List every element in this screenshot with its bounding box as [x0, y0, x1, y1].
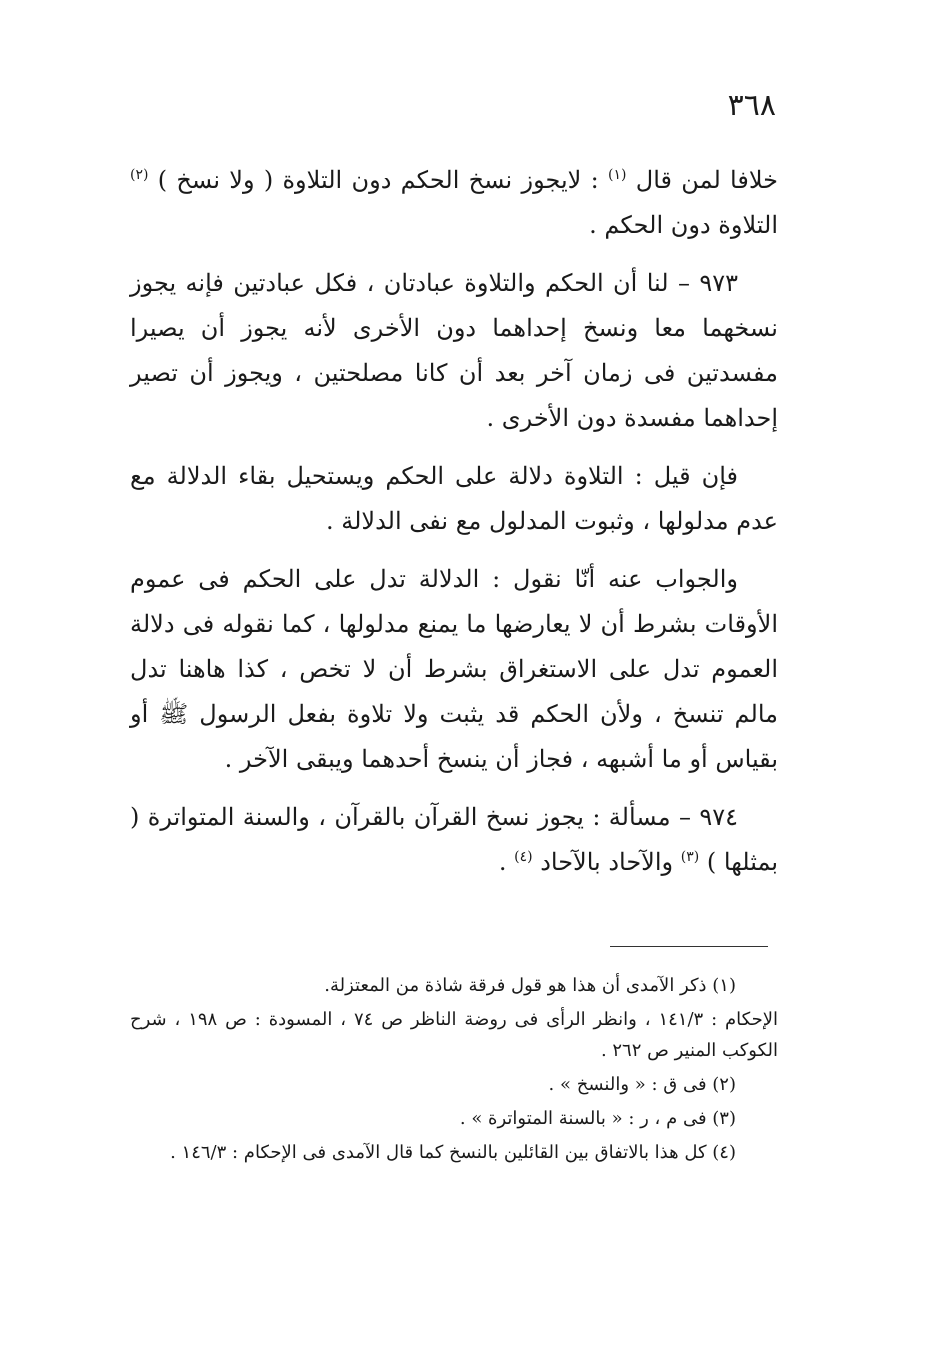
footnote-1-continued: الإحكام : ١٤١/٣ ، وانظر الرأى فى روضة الناظر ص ٧٤ ، المسودة : ص ١٩٨ ، شرح الكوكب المنير ص ٢٦٢ . — [130, 1009, 778, 1061]
footnote-divider — [610, 946, 768, 947]
paragraph-5-text-a: ٩٧٤ – مسألة : يجوز نسخ القرآن بالقرآن ، والسنة المتواترة ( بمثلها ) — [130, 803, 778, 876]
paragraph-1 — [130, 158, 778, 248]
paragraph-2: ٩٧٣ – لنا أن الحكم والتلاوة عبادتان ، فكل عبادتين فإنه يجوز نسخهما معا ونسخ إحداهما دون الأخرى لأنه يجوز أن يصيرا مفسدتين فى زمان آخر بعد أن كانا مصلحتين ، ويجوز أن تصير إحداهما مفسدة دون الأخرى . — [130, 269, 778, 432]
footnote-ref-1: (١) — [608, 167, 627, 183]
paragraph-5-text-b: والآحاد بالآحاد — [540, 848, 674, 876]
footnote-1: (١) ذكر الآمدى أن هذا هو قول فرقة شاذة من المعتزلة. — [324, 975, 736, 996]
footnote-3: (٣) فى م ، ر : « بالسنة المتواترة » . — [459, 1108, 736, 1129]
footnote-2: (٢) فى ق : « والنسخ » . — [548, 1074, 736, 1095]
footnote-ref-3: (٣) — [680, 849, 700, 865]
paragraph-1-text-c: التلاوة دون الحكم . — [589, 211, 778, 239]
paragraph-5-text-c: . — [498, 848, 507, 876]
footnote-ref-2: (٢) — [130, 167, 149, 183]
paragraph-3: فإن قيل : التلاوة دلالة على الحكم ويستحيل بقاء الدلالة مع عدم مدلولها ، وثبوت المدلول مع نفى الدلالة . — [130, 462, 778, 535]
footnote-ref-4: (٤) — [514, 849, 533, 865]
paragraph-4: والجواب عنه أنّا نقول : الدلالة تدل على الحكم فى عموم الأوقات بشرط أن لا يعارضها ما يمنع مدلولها ، كما نقوله فى دلالة العموم تدل على الاستغراق بشرط أن لا تخص ، كذا هاهنا تدل مالم تنسخ ، ولأن الحكم قد يثبت ولا تلاوة بفعل الرسول ﷺ أو بقياس أو ما أشبهه ، فجاز أن ينسخ أحدهما ويبقى الآخر . — [130, 565, 778, 773]
footnote-4: (٤) كل هذا بالاتفاق بين القائلين بالنسخ كما قال الآمدى فى الإحكام : ١٤٦/٣ . — [170, 1142, 736, 1163]
page-number: ٣٦٨ — [727, 88, 776, 123]
paragraph-1-text-a: خلافا لمن قال — [635, 166, 778, 194]
paragraph-1-text-b: : لايجوز نسخ الحكم دون التلاوة ( ولا نسخ ) — [157, 166, 599, 194]
footnotes — [130, 970, 778, 1171]
paragraph-5 — [130, 795, 778, 885]
main-text — [130, 158, 778, 898]
